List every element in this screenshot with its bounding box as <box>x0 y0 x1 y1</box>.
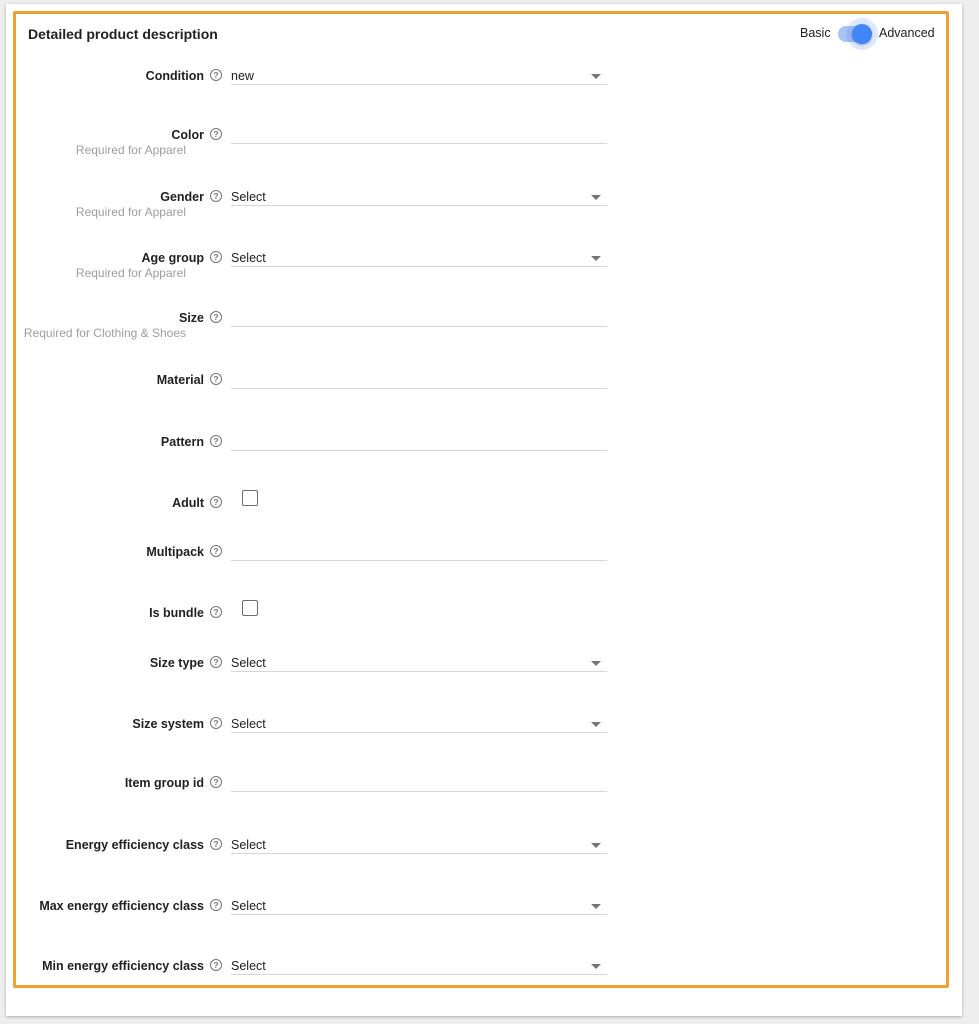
field-pattern <box>0 435 960 475</box>
item-group-id-input[interactable] <box>231 769 607 792</box>
condition-value: new <box>231 69 254 83</box>
help-icon[interactable]: ? <box>210 838 222 850</box>
age-group-requirement-note: Required for Apparel <box>75 266 186 280</box>
condition-select[interactable] <box>231 62 607 85</box>
energy-efficiency-class-value: Select <box>231 838 266 852</box>
field-is-bundle <box>0 606 960 646</box>
color-input[interactable] <box>231 121 607 144</box>
help-icon[interactable]: ? <box>210 545 222 557</box>
color-requirement-note: Required for Apparel <box>75 143 186 157</box>
color-label: Color <box>171 128 204 142</box>
toggle-knob[interactable] <box>852 24 872 44</box>
field-min-energy-efficiency-class <box>0 959 960 999</box>
help-icon[interactable]: ? <box>210 717 222 729</box>
help-icon[interactable]: ? <box>210 776 222 788</box>
dropdown-arrow-icon[interactable] <box>591 722 601 727</box>
condition-label: Condition <box>145 69 204 83</box>
gender-select[interactable] <box>231 183 607 206</box>
energy-efficiency-class-label: Energy efficiency class <box>65 838 204 852</box>
help-icon[interactable]: ? <box>210 190 222 202</box>
size-system-value: Select <box>231 717 266 731</box>
field-size <box>0 311 960 351</box>
material-label: Material <box>156 373 204 387</box>
help-icon[interactable]: ? <box>210 496 222 508</box>
min-energy-efficiency-class-select[interactable] <box>231 952 607 975</box>
adult-checkbox[interactable] <box>242 490 258 506</box>
dropdown-arrow-icon[interactable] <box>591 964 601 969</box>
section-title: Detailed product description <box>28 26 218 42</box>
size-type-label: Size type <box>149 656 204 670</box>
help-icon[interactable]: ? <box>210 606 222 618</box>
age-group-label: Age group <box>141 251 204 265</box>
field-gender <box>0 190 960 230</box>
multipack-label: Multipack <box>146 545 204 559</box>
help-icon[interactable]: ? <box>210 69 222 81</box>
dropdown-arrow-icon[interactable] <box>591 195 601 200</box>
field-item-group-id <box>0 776 960 816</box>
field-adult <box>0 496 960 536</box>
gender-label: Gender <box>160 190 204 204</box>
dropdown-arrow-icon[interactable] <box>591 904 601 909</box>
size-type-select[interactable] <box>231 649 607 672</box>
help-icon[interactable]: ? <box>210 373 222 385</box>
dropdown-arrow-icon[interactable] <box>591 661 601 666</box>
help-icon[interactable]: ? <box>210 311 222 323</box>
field-size-type <box>0 656 960 696</box>
max-energy-efficiency-class-select[interactable] <box>231 892 607 915</box>
field-max-energy-efficiency-class <box>0 899 960 939</box>
max-energy-efficiency-class-value: Select <box>231 899 266 913</box>
pattern-label: Pattern <box>160 435 204 449</box>
item-group-id-label: Item group id <box>124 776 204 790</box>
help-icon[interactable]: ? <box>210 251 222 263</box>
age-group-select[interactable] <box>231 244 607 267</box>
help-icon[interactable]: ? <box>210 656 222 668</box>
field-size-system <box>0 717 960 757</box>
field-condition <box>0 69 960 109</box>
gender-requirement-note: Required for Apparel <box>75 205 186 219</box>
size-label: Size <box>178 311 204 325</box>
help-icon[interactable]: ? <box>210 435 222 447</box>
size-type-value: Select <box>231 656 266 670</box>
min-energy-efficiency-class-value: Select <box>231 959 266 973</box>
help-icon[interactable]: ? <box>210 899 222 911</box>
multipack-input[interactable] <box>231 538 607 561</box>
is-bundle-checkbox[interactable] <box>242 600 258 616</box>
field-color <box>0 128 960 168</box>
energy-efficiency-class-select[interactable] <box>231 831 607 854</box>
max-energy-efficiency-class-label: Max energy efficiency class <box>39 899 204 913</box>
size-system-select[interactable] <box>231 710 607 733</box>
age-group-value: Select <box>231 251 266 265</box>
dropdown-arrow-icon[interactable] <box>591 74 601 79</box>
field-age-group <box>0 251 960 291</box>
field-material <box>0 373 960 413</box>
dropdown-arrow-icon[interactable] <box>591 843 601 848</box>
field-multipack <box>0 545 960 585</box>
basic-advanced-toggle[interactable] <box>838 26 872 42</box>
help-icon[interactable]: ? <box>210 959 222 971</box>
size-system-label: Size system <box>132 717 204 731</box>
mode-basic-label[interactable]: Basic <box>800 26 831 40</box>
size-requirement-note: Required for Clothing & Shoes <box>23 326 186 340</box>
material-input[interactable] <box>231 366 607 389</box>
adult-label: Adult <box>172 496 204 510</box>
mode-advanced-label[interactable]: Advanced <box>879 26 935 40</box>
pattern-input[interactable] <box>231 428 607 451</box>
min-energy-efficiency-class-label: Min energy efficiency class <box>42 959 204 973</box>
size-input[interactable] <box>231 304 607 327</box>
is-bundle-label: Is bundle <box>149 606 204 620</box>
field-energy-efficiency-class <box>0 838 960 878</box>
dropdown-arrow-icon[interactable] <box>591 256 601 261</box>
help-icon[interactable]: ? <box>210 128 222 140</box>
gender-value: Select <box>231 190 266 204</box>
